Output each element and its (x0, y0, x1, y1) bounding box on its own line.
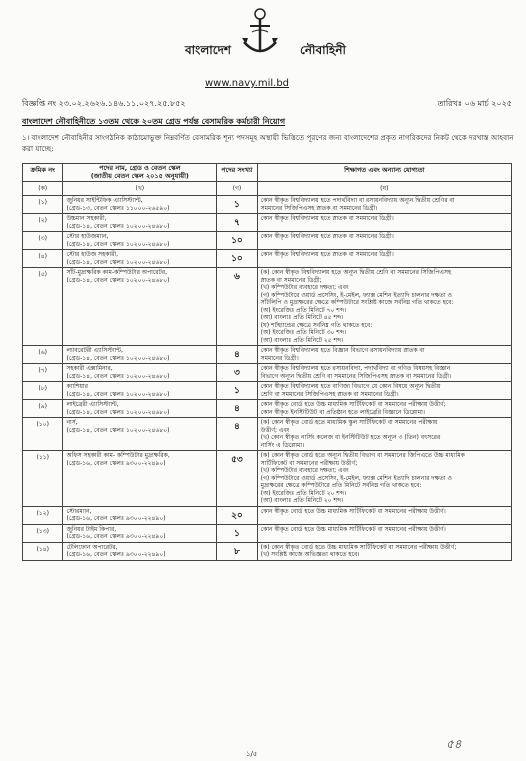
table-row (23, 400, 512, 418)
header-title-right: নৌবাহিনী (300, 43, 346, 57)
header-count: পদের সংখ্যা (217, 164, 257, 182)
row-qualification (257, 542, 511, 560)
post-line: (গ্রেড-১৪, বেতন স্কেলঃ ১০২০০-২৪৬৮০) (66, 408, 170, 416)
row-serial: (২) (23, 214, 63, 232)
qualification-line: (অ) ইংরেজিঃ প্রতি মিনিটে ২০ শব্দ। (260, 489, 347, 497)
post-line: (গ্রেড-১৪, বেতন স্কেলঃ ১০২০০-২৪৬৮০) (66, 258, 170, 266)
table-body (23, 196, 512, 561)
letter-cell: (গ) (217, 182, 257, 196)
row-qualification (257, 196, 511, 214)
qualification-line: (আ) বাংলাঃ প্রতি মিনিটে ৪৫ শব্দ। (260, 314, 344, 321)
header-post-sub: (জাতীয় বেতন স্কেল ২০১৫ অনুযায়ী) (90, 171, 189, 180)
row-count: ৩ (217, 364, 257, 382)
post-line: নার্স, (66, 419, 78, 426)
qualification-line: কোন স্বীকৃত বিশ্ববিদ্যালয় হতে পদার্থবিদ্যা বা রসায়নবিদ্যায় অন্যূন দ্বিতীয় শ্রেণির বা (260, 197, 455, 204)
row-qualification (257, 364, 511, 382)
row-post (63, 232, 217, 250)
table-row (23, 451, 512, 507)
row-serial: (১১) (23, 451, 63, 507)
row-qualification (257, 524, 511, 542)
post-line: (গ্রেড-১৬, বেতন স্কেলঃ ৯৩০০-২২৪৯০) (66, 533, 166, 540)
post-line: অফিস সহকারী কাম- কম্পিউটার মুদ্রাক্ষরিক, (66, 452, 170, 459)
qualification-line: (খ) কম্পিউটার ব্যবহারে দক্ষতা; এবং (260, 284, 349, 291)
row-qualification (257, 268, 511, 346)
table-row (23, 250, 512, 268)
table-row (23, 364, 512, 382)
qualification-line: (গ) কম্পিউটারে ওয়ার্ড প্রসেসিং, ই-মেইল, ফ্যাক্স মেশিন ইত্যাদি চালনার দক্ষতা ও (260, 474, 452, 482)
post-line: (গ্রেড-১৪, বেতন স্কেলঃ ১০২০০-২৪৬৮০) (66, 390, 170, 398)
post-line: উচ্চমান সহকারী, (66, 215, 107, 222)
post-line: স্টোরম্যান, (66, 507, 92, 515)
row-serial: (৯) (23, 400, 63, 418)
row-post (63, 364, 217, 382)
row-serial: (১০) (23, 418, 63, 451)
table-row (23, 232, 512, 250)
row-qualification (257, 250, 511, 268)
row-serial: (১) (23, 196, 63, 214)
qualification-line: (অ) ইংরেজিঃ প্রতি মিনিটে ৩০ শব্দ। (260, 329, 347, 336)
page-number: ১/৫ (246, 750, 258, 758)
qualification-line: কোন স্বীকৃত ইনস্টিটিউট বা প্রতিষ্ঠান হতে লাইব্রেরি বিজ্ঞানে ডিপ্লোমা। (260, 408, 425, 416)
header-title-left: বাংলাদেশ (185, 43, 231, 57)
row-serial: (৪) (23, 250, 63, 268)
post-line: ল্যাবরেটরী এ্যাসিস্ট্যান্ট, (66, 347, 123, 354)
qualification-line: (ঘ) শর্টহ্যান্ডের ক্ষেত্রে সর্বনিম্ন গতি থাকতে হবে: (260, 321, 373, 329)
intro-paragraph: ১। বাংলাদেশ নৌবাহিনীর সাংগঠনিক কাঠামোভুক্ত নিম্নবর্ণিত বেসামরিক শূন্য পদসমূহ অস্থায়ী ভিত্তিতে পূরণের জন্য বাংলাদেশের প্রকৃত নাগরিকদের নিকট থেকে দরখাস্ত আহবান করা যাচ্ছে: (22, 133, 514, 153)
row-qualification (257, 232, 511, 250)
row-count: ২০ (217, 506, 257, 524)
qualification-line: (খ) কোন স্বীকৃত নার্সিং কলেজ বা ইনস্টিটিউট হতে অন্যূন ৩ (তিন) বৎসরের (260, 434, 441, 441)
post-line: টেলিফোন অপারেটর, (66, 543, 118, 551)
vacancy-table (22, 163, 512, 561)
post-line: (গ্রেড-১৪, বেতন স্কেলঃ ১০২০০-২৪৬৮০) (66, 354, 170, 362)
row-count: ৬ (217, 268, 257, 346)
row-post (63, 214, 217, 232)
qualification-line: (আ) বাংলাঃ প্রতি মিনিটে ২০ শব্দ। (260, 497, 344, 504)
letter-cell: (খ) (63, 182, 217, 196)
letter-cell: (ক) (23, 182, 63, 196)
table-row (23, 506, 512, 524)
qualification-line: (ক) কোন স্বীকৃত বোর্ড হতে উচ্চ মাধ্যমিক সার্টিফিকেট বা সমমানের পরীক্ষায় উত্তীর্ণ; (260, 543, 457, 551)
qualification-line: সার্টিফিকেট বা সমমানের পরীক্ষায় উত্তীর্ণ; (260, 459, 358, 467)
qualification-line: (খ) কম্পিউটার ব্যবহারে দক্ষতা; এবং (260, 467, 349, 474)
table-letter-row (23, 182, 512, 196)
row-post (63, 542, 217, 560)
row-post (63, 382, 217, 400)
row-count: ১০ (217, 250, 257, 268)
row-count: ৪ (217, 418, 257, 451)
subject-line: বাংলাদেশ নৌবাহিনীতে ১৩তম থেকে ২০তম গ্রেড পর্যন্ত বেসামরিক কর্মচারী নিয়োগ (22, 117, 286, 126)
row-count: ৮ (217, 542, 257, 560)
letter-cell: (ঘ) (257, 182, 511, 196)
qualification-line: সমমানের ডিগ্রী। (260, 354, 299, 362)
row-post (63, 418, 217, 451)
header-post-main: পদের নাম, গ্রেড ও বেতন স্কেল (99, 164, 181, 172)
qualification-line: (ক) কোন স্বীকৃত বোর্ড হতে মাধ্যমিক স্কুল সার্টিফিকেট বা সমমানের পরীক্ষায় (260, 419, 438, 426)
qualification-line: কোন স্বীকৃত বিশ্ববিদ্যালয় হতে রসায়নবিদ্যা, পদার্থবিদ্যা বা গণিত বিষয়সহ বিজ্ঞান (260, 365, 451, 372)
row-serial: (১২) (23, 506, 63, 524)
qualification-line: স্নাতক বা সমমানের ডিগ্রী; (260, 276, 322, 284)
qualification-line: সমমানের সিজিপিএসহ স্নাতক বা সমমানের ডিগ্রী। (260, 204, 378, 212)
row-post (63, 250, 217, 268)
post-line: (গ্রেড-১৪, বেতন স্কেলঃ ১০২০০-২৪৬৮০) (66, 426, 170, 434)
row-post (63, 196, 217, 214)
qualification-line: কোন স্বীকৃত বিশ্ববিদ্যালয় হতে বাণিজ্য বিভাগে যে কোন বিষয়ে অন্যূন দ্বিতীয় (260, 383, 441, 390)
row-count: ১ (217, 196, 257, 214)
header-serial: ক্রমিক নং (23, 164, 63, 182)
qualification-line: মুদ্রাক্ষরের ক্ষেত্রে কম্পিউটারে প্রতি মিনিটে সর্বনিম্ন গতি থাকতে হবে: (260, 482, 422, 489)
post-line: জুনিয়র টাইম কিপার, (66, 525, 117, 533)
post-line: সহকারী এক্সামিনার, (66, 365, 113, 372)
signature-mark: ৫৪ (446, 737, 462, 751)
qualification-line: কোন স্বীকৃত বোর্ড হতে উচ্চ মাধ্যমিক সার্টিফিকেট বা সমমানের পরীক্ষায় উত্তীর্ণ। (260, 525, 446, 533)
row-count: ১ (217, 382, 257, 400)
qualification-line: উত্তীর্ণ; এবং (260, 426, 290, 434)
post-line: স্টোর হাউজম্যান, (66, 233, 109, 240)
qualification-line: নার্সিং এ ডিপ্লোমা। (260, 441, 305, 449)
table-row (23, 346, 512, 364)
website-link[interactable]: www.navy.mil.bd (205, 78, 290, 89)
row-post (63, 268, 217, 346)
header-post (63, 164, 217, 182)
qualification-line: কোন স্বীকৃত বিশ্ববিদ্যালয় হতে স্নাতক বা সমমানের ডিগ্রী। (260, 251, 394, 258)
qualification-line: বিভাগে অন্যূন দ্বিতীয় শ্রেণি বা সমমানের সিজিপিএসহ স্নাতক বা সমমানের ডিগ্রী। (260, 372, 452, 380)
post-line: সাঁট-মুদ্রাক্ষরিক কাম-কম্পিউটার অপারেটর, (66, 269, 168, 276)
table-row (23, 524, 512, 542)
post-line: (গ্রেড-১৬, বেতন স্কেলঃ ৯৩০০-২২৪৯০) (66, 515, 166, 522)
row-post (63, 524, 217, 542)
table-row (23, 268, 512, 346)
header-qualification: শিক্ষাগত এবং অন্যান্য যোগ্যতা (257, 164, 511, 182)
row-serial: (১৪) (23, 542, 63, 560)
row-count: ৪ (217, 346, 257, 364)
post-line: (গ্রেড-১৪, বেতন স্কেলঃ ১০২০০-২৪৬৮০) (66, 240, 170, 248)
post-line: (গ্রেড-১৬, বেতন স্কেলঃ ৯৩০০-২২৪৯০) (66, 551, 166, 558)
qualification-line: শ্রেণি বা সমমানের সিজিপিএসহ স্নাতক বা সমমানের ডিগ্রী। (260, 390, 399, 398)
post-line: (গ্রেড-১৩, বেতন স্কেলঃ ১১০০০-২৬৫৯০) (66, 204, 170, 212)
post-line: জুনিয়র সাইন্টিফিক এ্যাসিস্ট্যান্ট, (66, 197, 143, 204)
row-qualification (257, 451, 511, 507)
table-row (23, 542, 512, 560)
qualification-line: (আ) বাংলাঃ প্রতি মিনিটে ২৫ শব্দ। (260, 336, 344, 344)
post-line: (গ্রেড-১৪, বেতন স্কেলঃ ১০২০০-২৪৬৮০) (66, 276, 170, 284)
row-post (63, 506, 217, 524)
row-post (63, 346, 217, 364)
row-serial: (৭) (23, 364, 63, 382)
post-line: (গ্রেড-১৬, বেতন স্কেলঃ ৯৩০০-২২৪৯০) (66, 459, 166, 467)
qualification-line: কোন স্বীকৃত বোর্ড হতে উচ্চ মাধ্যমিক সার্টিফিকেট বা সমমানের পরীক্ষায় উত্তীর্ণ; (260, 401, 446, 408)
row-serial: (৬) (23, 346, 63, 364)
table-row (23, 214, 512, 232)
memo-date: তারিখঃ ০৬ মার্চ ২০২৫ (437, 99, 512, 108)
row-qualification (257, 382, 511, 400)
row-count: ১ (217, 524, 257, 542)
row-qualification (257, 214, 511, 232)
post-line: (গ্রেড-১৪, বেতন স্কেলঃ ১০২০০-২৪৬৮০) (66, 222, 170, 230)
navy-emblem-icon (238, 6, 282, 60)
qualification-line: (ক) কোন স্বীকৃত বোর্ড হতে অন্যূন দ্বিতীয় বিভাগ বা সমমানের জিপিএতে উচ্চ মাধ্যমিক (260, 452, 465, 459)
post-line: স্টোর হাউজ সহকারী, (66, 251, 119, 258)
row-count: ৭ (217, 214, 257, 232)
qualification-line: (ক) কোন স্বীকৃত বিশ্ববিদ্যালয় হতে অন্যূন দ্বিতীয় শ্রেণি বা সমমানের সিজিপিএসহ (260, 269, 452, 276)
memo-number: বিজ্ঞপ্তি নং ২৩.০২.২৬২৬.১৪৬.১১.০২৭.২৫.৮৫২ (22, 99, 186, 108)
qualification-line: কোন স্বীকৃত বোর্ড হতে উচ্চ মাধ্যমিক সার্টিফিকেট বা সমমানের পরীক্ষায় উত্তীর্ণ। (260, 507, 446, 515)
qualification-line: কোন স্বীকৃত বিশ্ববিদ্যালয় হতে স্নাতক বা সমমানের ডিগ্রী। (260, 233, 394, 240)
row-post (63, 400, 217, 418)
qualification-line: কোন স্বীকৃত বিশ্ববিদ্যালয় হতে স্নাতক বা সমমানের ডিগ্রী। (260, 215, 394, 222)
post-line: (গ্রেড-১৪, বেতন স্কেলঃ ১০২০০-২৪৬৮০) (66, 372, 170, 380)
row-serial: (৫) (23, 268, 63, 346)
row-serial: (১৩) (23, 524, 63, 542)
table-row (23, 382, 512, 400)
post-line: ক্যাশিয়ার (66, 383, 88, 390)
qualification-line: (গ) কম্পিউটারে ওয়ার্ড প্রসেসিং, ই-মেইল, ফ্যাক্স মেশিন ইত্যাদি চালনার দক্ষতা ও (260, 291, 452, 299)
row-count: ৫৩ (217, 451, 257, 507)
row-count: ১০ (217, 232, 257, 250)
row-serial: (৮) (23, 382, 63, 400)
row-count: ৪ (217, 400, 257, 418)
table-row (23, 196, 512, 214)
qualification-line: কোন স্বীকৃত বিশ্ববিদ্যালয় হতে বিজ্ঞান বিভাগে রসায়নবিদ্যায় স্নাতক বা (260, 347, 425, 354)
row-qualification (257, 346, 511, 364)
qualification-line: (অ) ইংরেজিঃ প্রতি মিনিটে ৭০ শব্দ। (260, 306, 347, 314)
row-qualification (257, 506, 511, 524)
post-line: লাইব্রেরী এ্যাসিস্ট্যান্ট, (66, 401, 119, 408)
qualification-line: সাঁটলিপি ও মুদ্রাক্ষরের ক্ষেত্রে কম্পিউটারে সংশ্লিষ্ট কাজে সর্বনিম্ন গতি থাকতে হবে: (260, 299, 454, 306)
row-qualification (257, 400, 511, 418)
table-header-row (23, 164, 512, 182)
row-serial: (৩) (23, 232, 63, 250)
letterhead (0, 0, 526, 92)
table-row (23, 418, 512, 451)
qualification-line: (খ) সংশ্লিষ্ট কাজে অভিজ্ঞতা থাকতে হবে। (260, 551, 360, 558)
row-qualification (257, 418, 511, 451)
row-post (63, 451, 217, 507)
